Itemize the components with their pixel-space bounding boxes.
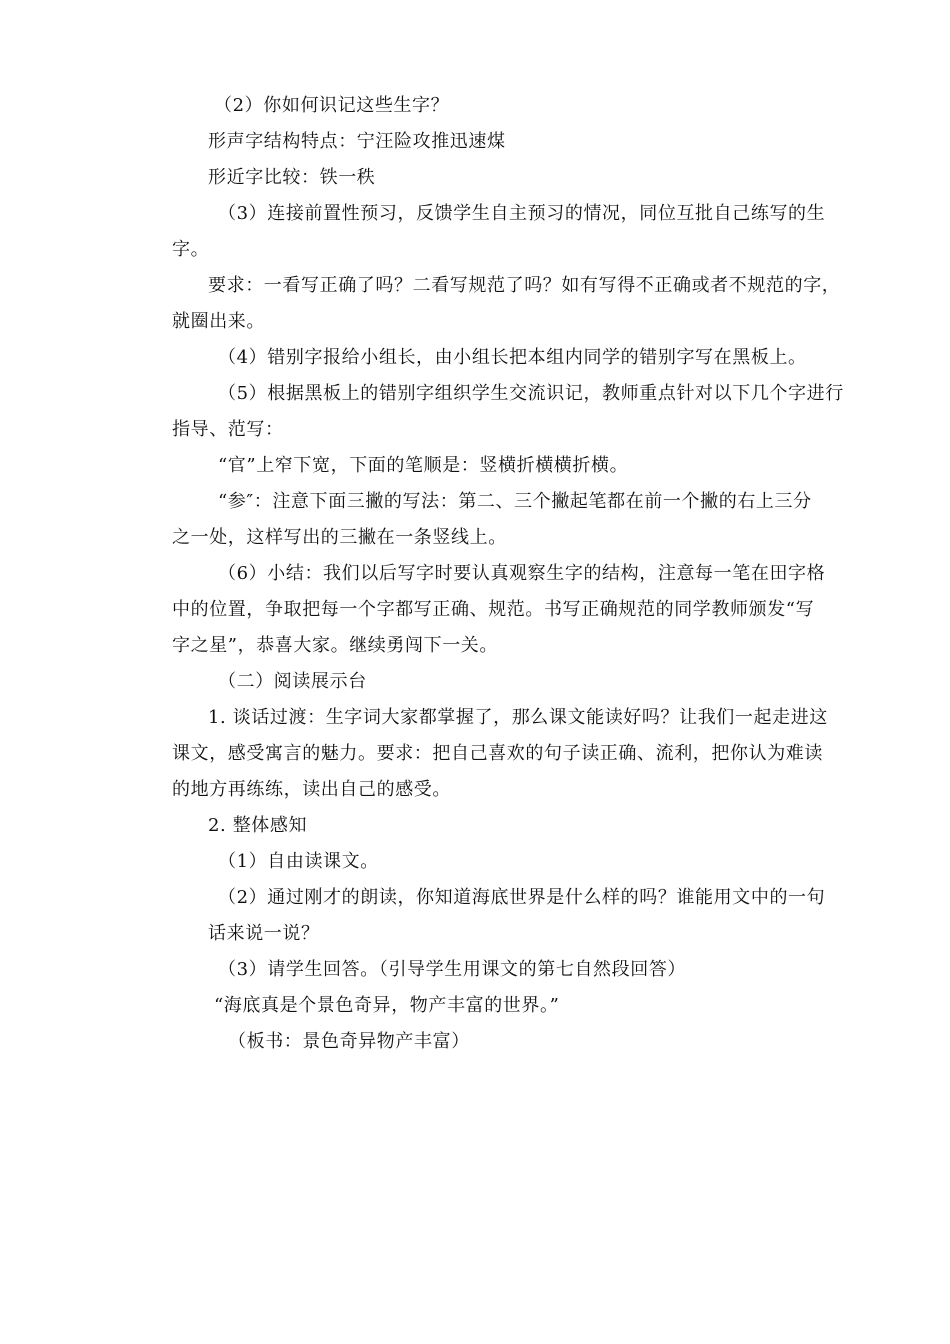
text-line: （2）你如何识记这些生字？ bbox=[214, 95, 450, 116]
text-line: 字。 bbox=[172, 239, 210, 260]
text-line: 话来说一说？ bbox=[208, 923, 320, 944]
text-line: （3）请学生回答。（引导学生用课文的第七自然段回答） bbox=[218, 959, 687, 980]
text-line: （3）连接前置性预习，反馈学生自主预习的情况，同位互批自己练写的生 bbox=[218, 203, 826, 224]
text-line: 的地方再练练，读出自己的感受。 bbox=[172, 779, 451, 800]
text-line: （板书：景色奇异物产丰富） bbox=[228, 1031, 470, 1052]
text-line: （1）自由读课文。 bbox=[218, 851, 379, 872]
text-line: 课文，感受寓言的魅力。要求：把自己喜欢的句子读正确、流利，把你认为难读 bbox=[172, 743, 823, 764]
text-line: 中的位置，争取把每一个字都写正确、规范。书写正确规范的同学教师颁发“写 bbox=[172, 599, 815, 620]
text-line: 1. 谈话过渡：生字词大家都掌握了，那么课文能读好吗？让我们一起走进这 bbox=[208, 707, 828, 728]
text-line: （二）阅读展示台 bbox=[218, 671, 367, 692]
text-line: “海底真是个景色奇异，物产丰富的世界。” bbox=[214, 995, 560, 1016]
text-line: （5）根据黑板上的错别字组织学生交流识记，教师重点针对以下几个字进行 bbox=[218, 383, 844, 404]
text-line: 之一处，这样写出的三撇在一条竖线上。 bbox=[172, 527, 507, 548]
text-line: 形声字结构特点：宁汪险攻推迅速煤 bbox=[208, 131, 506, 152]
text-line: “官”上窄下宽，下面的笔顺是：竖横折横横折横。 bbox=[218, 455, 629, 476]
text-line: 形近字比较：铁一秩 bbox=[208, 167, 376, 188]
text-line: （4）错别字报给小组长，由小组长把本组内同学的错别字写在黑板上。 bbox=[218, 347, 807, 368]
text-line: “参″：注意下面三撇的写法：第二、三个撇起笔都在前一个撇的右上三分 bbox=[218, 491, 812, 512]
text-line: （2）通过刚才的朗读，你知道海底世界是什么样的吗？谁能用文中的一句 bbox=[218, 887, 826, 908]
text-line: 指导、范写： bbox=[172, 419, 284, 440]
text-line: 就圈出来。 bbox=[172, 311, 265, 332]
text-line: 字之星”，恭喜大家。继续勇闯下一关。 bbox=[172, 635, 499, 656]
text-line: 2. 整体感知 bbox=[208, 815, 308, 836]
text-line: 要求：一看写正确了吗？二看写规范了吗？如有写得不正确或者不规范的字， bbox=[208, 275, 841, 296]
text-line: （6）小结：我们以后写字时要认真观察生字的结构，注意每一笔在田字格 bbox=[218, 563, 826, 584]
